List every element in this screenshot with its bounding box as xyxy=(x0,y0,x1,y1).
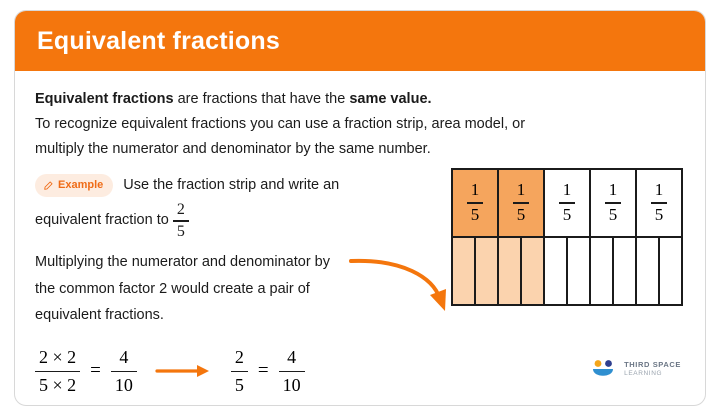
explanation-line-1: Multiplying the numerator and denominator by xyxy=(35,254,330,271)
strip-cell-numerator: 1 xyxy=(562,180,572,200)
brand-logo-text xyxy=(624,361,681,377)
strip-cell-bottom xyxy=(476,238,499,304)
example-badge-label: Example xyxy=(58,178,104,191)
explanation-line-3: equivalent fractions. xyxy=(35,307,164,324)
strip-cell-fraction xyxy=(467,181,483,224)
card-body xyxy=(15,71,705,395)
strip-cell-bar xyxy=(467,202,483,204)
strip-cell-numerator: 1 xyxy=(470,180,480,200)
strip-cell-bottom xyxy=(545,238,568,304)
strip-cell-fraction xyxy=(513,181,529,224)
pencil-icon xyxy=(43,181,53,191)
example-heading-row xyxy=(35,174,435,198)
example-text-part2: equivalent fraction to xyxy=(35,212,169,229)
strip-cell-denominator: 5 xyxy=(516,204,526,224)
example-target-row xyxy=(35,201,435,240)
equation-right-left-fraction xyxy=(231,347,248,395)
arrow-right-icon xyxy=(155,363,213,379)
strip-cell-denominator: 5 xyxy=(470,204,480,224)
fraction-strip-bottom-row xyxy=(453,238,681,304)
strip-cell-numerator: 1 xyxy=(516,180,526,200)
strip-cell-bottom xyxy=(453,238,476,304)
equation-right-right-fraction xyxy=(279,347,305,395)
equation-left-fraction xyxy=(35,347,80,395)
strip-cell xyxy=(499,170,545,236)
strip-cell-bottom xyxy=(637,238,660,304)
fraction-strip-diagram xyxy=(451,168,683,306)
equation-middle-fraction xyxy=(111,347,137,395)
lesson-card xyxy=(14,10,706,406)
strip-cell-denominator: 5 xyxy=(654,204,664,224)
intro-bold-value: same value. xyxy=(349,91,432,107)
strip-cell-bottom xyxy=(614,238,637,304)
example-badge xyxy=(35,174,113,198)
third-space-learning-logo-icon xyxy=(591,359,617,379)
equation-middle-denominator: 10 xyxy=(114,375,133,396)
target-fraction-denominator: 5 xyxy=(176,223,185,241)
strip-cell-denominator: 5 xyxy=(608,204,618,224)
intro-text xyxy=(35,87,685,162)
equation-middle-bar xyxy=(111,371,137,373)
brand-logo xyxy=(591,359,681,379)
strip-cell-numerator: 1 xyxy=(608,180,618,200)
strip-cell xyxy=(545,170,591,236)
equation-equals-1: = xyxy=(90,360,101,382)
equation-right-right-bar xyxy=(279,371,305,373)
equation-middle-numerator: 4 xyxy=(119,347,129,368)
equation-equals-2: = xyxy=(257,360,269,382)
brand-name-line-2: LEARNING xyxy=(624,369,663,377)
strip-cell-bottom xyxy=(522,238,545,304)
equation-left-denominator: 5 × 2 xyxy=(39,375,77,396)
fraction-strip-top-row xyxy=(453,170,681,238)
equation-right-left-numerator: 2 xyxy=(234,347,244,368)
strip-cell-fraction xyxy=(651,181,667,224)
target-fraction-bar xyxy=(173,220,189,221)
strip-cell xyxy=(637,170,681,236)
equation-left-numerator: 2 × 2 xyxy=(39,347,77,368)
equation-right-right-numerator: 4 xyxy=(287,347,297,368)
equation-right-left-denominator: 5 xyxy=(234,375,244,396)
explanation-line-2: the common factor 2 would create a pair of xyxy=(35,280,310,297)
strip-cell-denominator: 5 xyxy=(562,204,572,224)
intro-line-1-mid: are fractions that have the xyxy=(173,91,350,107)
equation-right-left-bar xyxy=(231,371,248,373)
strip-cell-fraction xyxy=(605,181,621,224)
left-column xyxy=(35,174,435,395)
brand-name-line-1: THIRD SPACE xyxy=(624,360,681,370)
content-columns xyxy=(35,174,685,395)
target-fraction xyxy=(173,201,189,240)
strip-cell-bottom xyxy=(499,238,522,304)
target-fraction-numerator: 2 xyxy=(176,201,185,219)
intro-line-3: multiply the numerator and denominator by the same number. xyxy=(35,140,431,157)
example-text-part1: Use the fraction strip and write an xyxy=(123,177,340,194)
strip-cell-bottom xyxy=(591,238,614,304)
strip-cell-fraction xyxy=(559,181,575,224)
strip-cell-bottom xyxy=(660,238,681,304)
strip-cell-bottom xyxy=(568,238,591,304)
strip-cell-numerator: 1 xyxy=(654,180,664,200)
strip-cell xyxy=(591,170,637,236)
equation-left-bar xyxy=(35,371,80,373)
intro-line-2: To recognize equivalent fractions you can use a fraction strip, area model, or xyxy=(35,115,526,132)
card-header xyxy=(15,11,705,71)
strip-cell-bar xyxy=(605,202,621,204)
intro-bold-term: Equivalent fractions xyxy=(35,91,174,107)
strip-cell-bar xyxy=(559,202,575,204)
page-title: Equivalent fractions xyxy=(37,26,280,55)
equation-right-right-denominator: 10 xyxy=(282,375,301,396)
equation-row xyxy=(35,347,435,395)
strip-cell-bar xyxy=(513,202,529,204)
intro-line-1 xyxy=(35,87,685,112)
strip-cell-bar xyxy=(651,202,667,204)
strip-cell xyxy=(453,170,499,236)
